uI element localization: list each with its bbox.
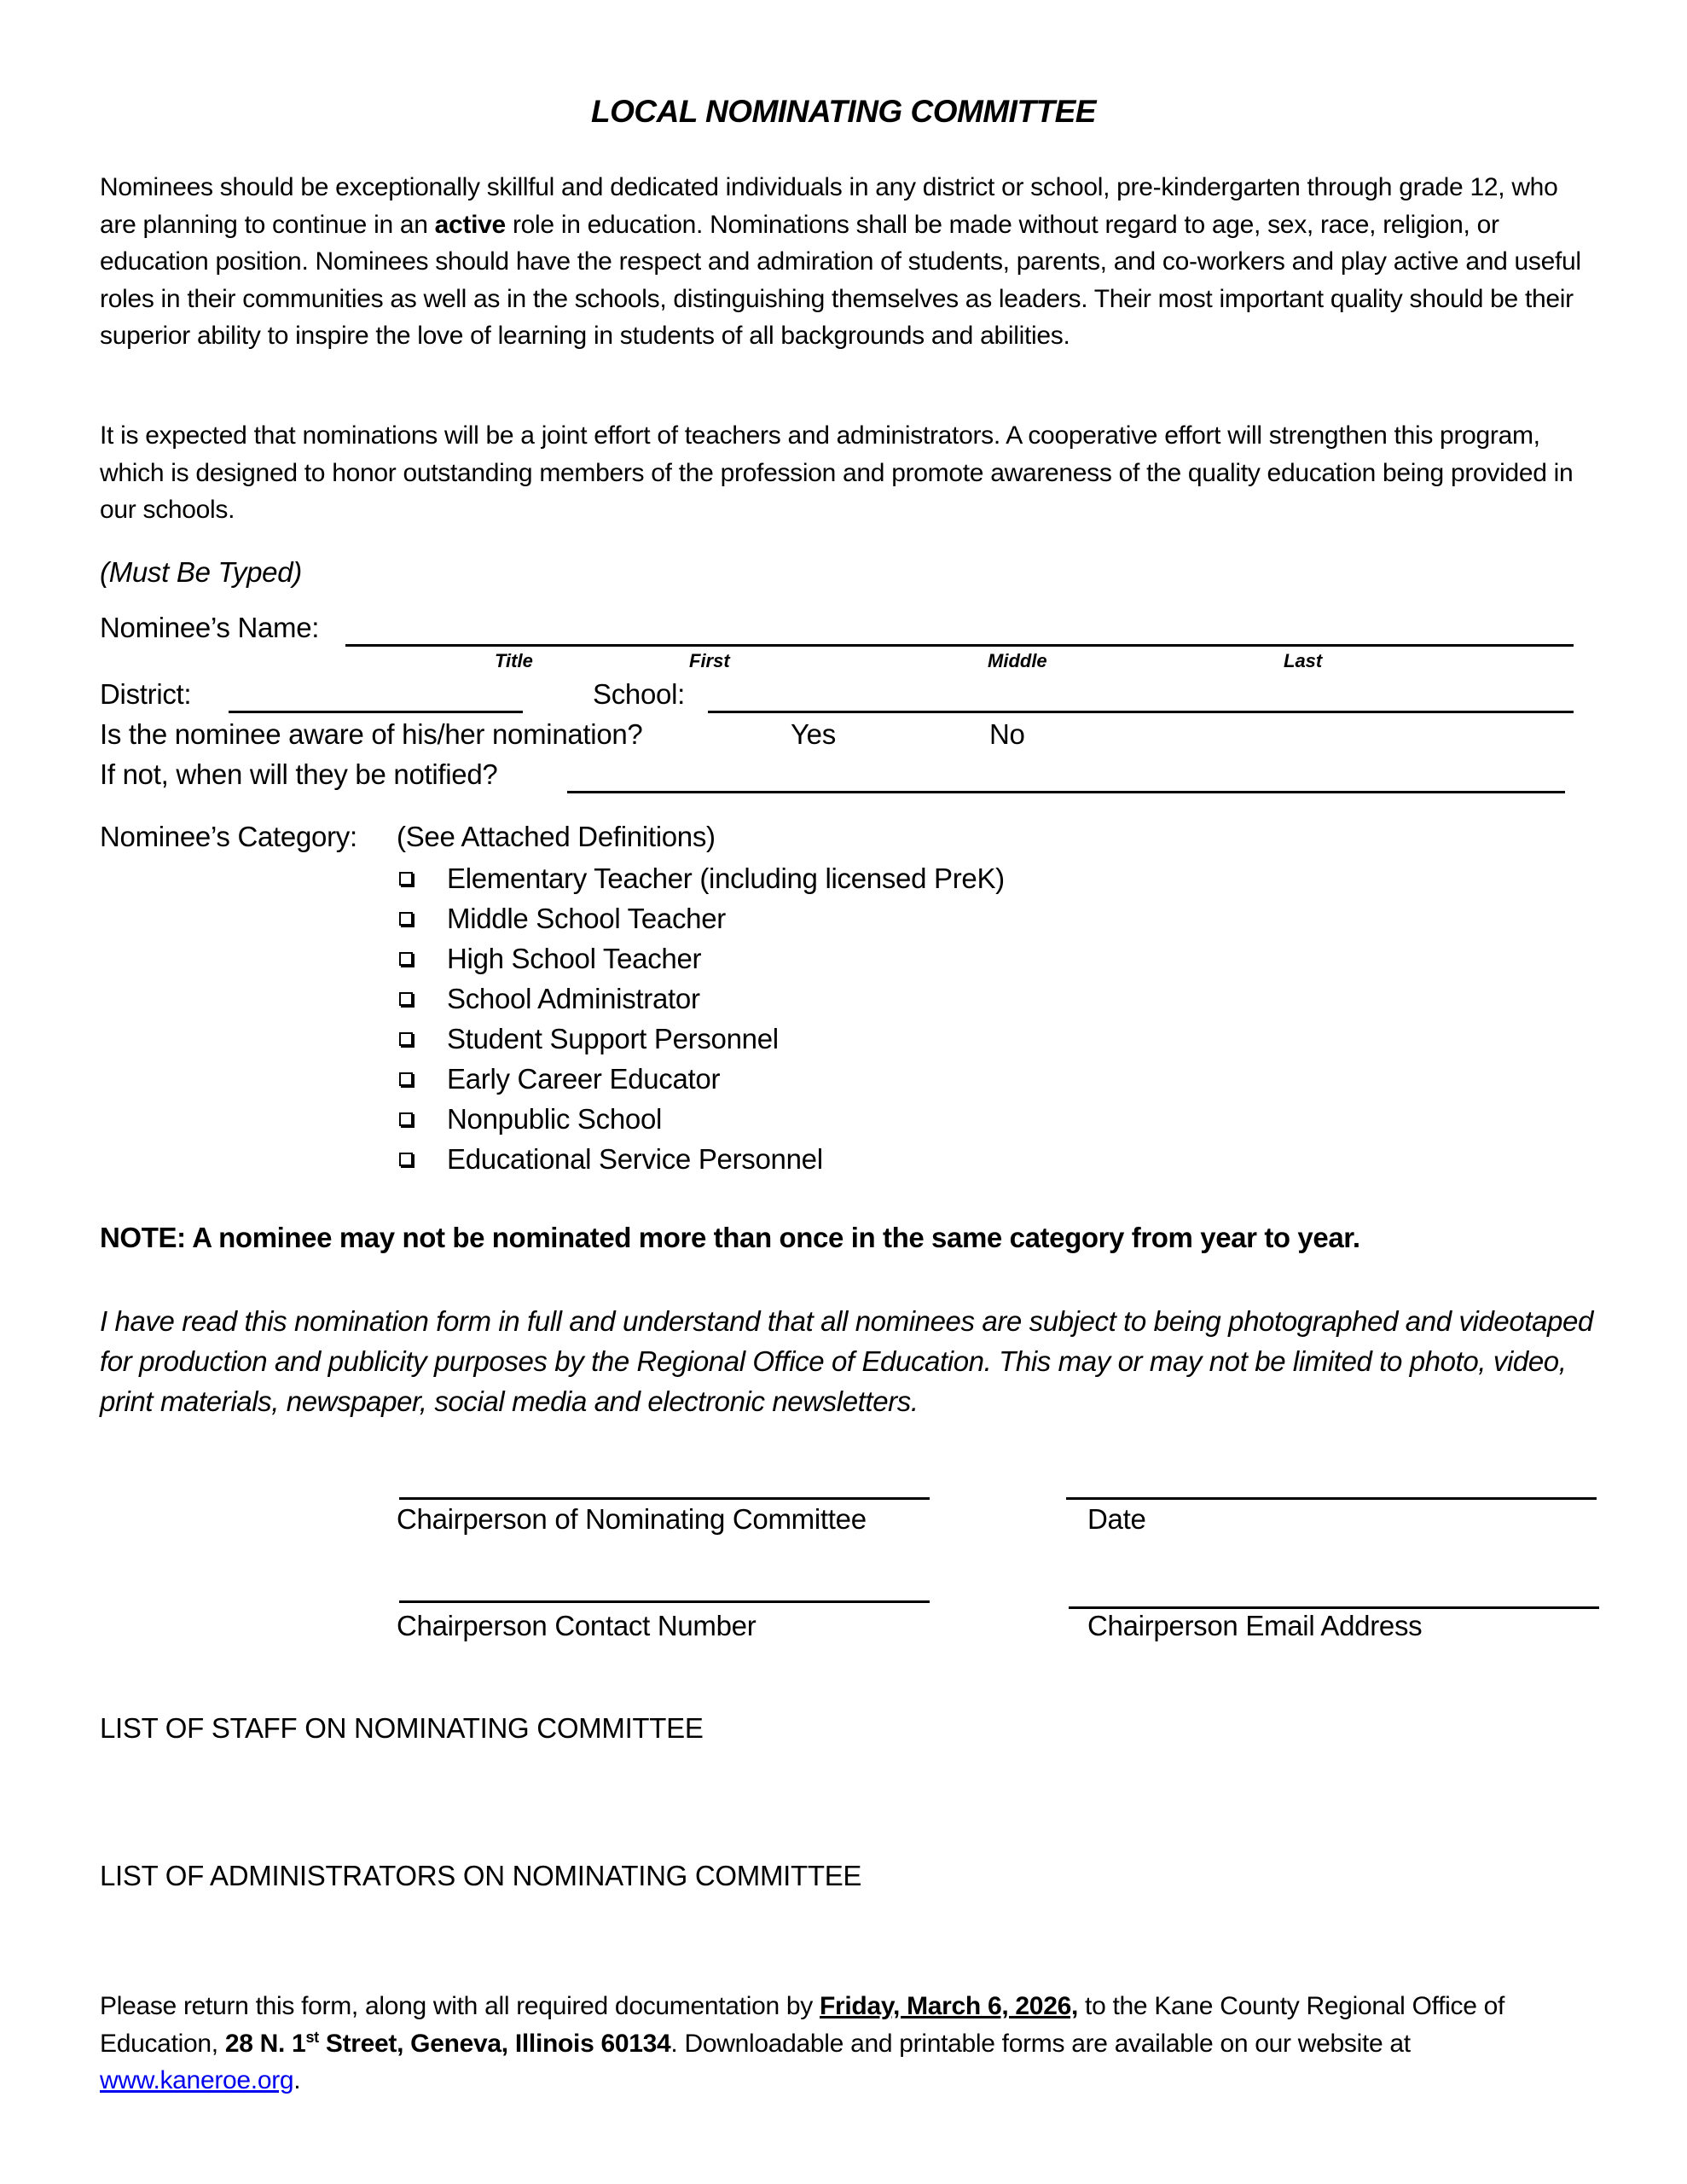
email-label: Chairperson Email Address bbox=[1087, 1610, 1423, 1641]
date-label: Date bbox=[1087, 1503, 1146, 1535]
school-label: School: bbox=[593, 678, 685, 710]
name-part-first: First bbox=[689, 650, 730, 671]
district-label: District: bbox=[100, 678, 192, 710]
category-option-elementary[interactable]: Elementary Teacher (including licensed PreK) bbox=[399, 860, 1005, 897]
category-option-educational-service[interactable]: Educational Service Personnel bbox=[399, 1141, 823, 1178]
email-field[interactable] bbox=[1069, 1606, 1599, 1609]
consent-statement: I have read this nomination form in full and understand that all nominees are subject to being photographed and videotaped for production and publicity purposes by the Regional Office of Education. This may or may not be limited to photo, video, print materials, newspaper, social media and electronic newsletters. bbox=[100, 1305, 1593, 1417]
nominee-name-field[interactable] bbox=[345, 644, 1574, 647]
nominee-name-label: Nominee’s Name: bbox=[100, 612, 320, 643]
office-address: 28 N. 1st Street, Geneva, Illinois 60134 bbox=[224, 2028, 671, 2058]
school-field[interactable] bbox=[708, 711, 1574, 713]
checkbox-icon[interactable] bbox=[399, 1112, 413, 1126]
category-option-nonpublic[interactable]: Nonpublic School bbox=[399, 1101, 662, 1138]
aware-no-option[interactable]: No bbox=[989, 718, 1025, 750]
checkbox-icon[interactable] bbox=[399, 1032, 413, 1046]
checkbox-icon[interactable] bbox=[399, 912, 413, 926]
checkbox-icon[interactable] bbox=[399, 1072, 413, 1086]
administrators-list-heading: LIST OF ADMINISTRATORS ON NOMINATING COMMITTEE bbox=[100, 1860, 862, 1891]
staff-list-heading: LIST OF STAFF ON NOMINATING COMMITTEE bbox=[100, 1712, 704, 1744]
category-option-early-career[interactable]: Early Career Educator bbox=[399, 1060, 720, 1098]
checkbox-icon[interactable] bbox=[399, 872, 413, 886]
category-hint: (See Attached Definitions) bbox=[397, 821, 716, 852]
category-option-middle-school[interactable]: Middle School Teacher bbox=[399, 900, 726, 938]
notify-date-field[interactable] bbox=[567, 791, 1565, 793]
emphasis-active: active bbox=[434, 210, 506, 239]
deadline-date: Friday, March 6, 2026, bbox=[820, 1992, 1078, 2020]
name-part-last: Last bbox=[1284, 650, 1323, 671]
intro-paragraph-2: It is expected that nominations will be a joint effort of teachers and administrators. A cooperative effort will strengthen this program, which is designed to honor outstanding members of the profession and promote awareness of the quality education being provided in our schools. bbox=[100, 421, 1574, 524]
district-field[interactable] bbox=[229, 711, 523, 713]
must-be-typed-note: (Must Be Typed) bbox=[100, 556, 302, 588]
notify-question: If not, when will they be notified? bbox=[100, 758, 498, 790]
category-option-administrator[interactable]: School Administrator bbox=[399, 980, 700, 1018]
aware-question: Is the nominee aware of his/her nomination? bbox=[100, 718, 643, 750]
checkbox-icon[interactable] bbox=[399, 992, 413, 1006]
chairperson-signature-label: Chairperson of Nominating Committee bbox=[397, 1503, 867, 1535]
website-link[interactable]: www.kaneroe.org bbox=[100, 2066, 294, 2094]
name-part-title: Title bbox=[495, 650, 533, 671]
category-label: Nominee’s Category: bbox=[100, 821, 357, 852]
name-part-middle: Middle bbox=[988, 650, 1047, 671]
checkbox-icon[interactable] bbox=[399, 1153, 413, 1166]
category-option-high-school[interactable]: High School Teacher bbox=[399, 940, 701, 978]
aware-yes-option[interactable]: Yes bbox=[791, 718, 836, 750]
contact-number-label: Chairperson Contact Number bbox=[397, 1610, 757, 1641]
checkbox-icon[interactable] bbox=[399, 952, 413, 966]
contact-number-field[interactable] bbox=[399, 1600, 930, 1603]
intro-paragraph-1: Nominees should be exceptionally skillful and dedicated individuals in any district or school, pre-kindergarten through grade 12, who are planning to continue in an active role in education. Nominations shall be made without regard to age, sex, race, religion, or education position. Nominees should have the respect and admiration of students, parents, and co-workers and play active and useful roles in their communities as well as in the schools, distinguishing themselves as leaders. Their most important quality should be their superior ability to inspire the love of learning in students of all backgrounds and abilities. bbox=[100, 173, 1581, 350]
nomination-note: NOTE: A nominee may not be nominated more than once in the same category from year to year. bbox=[100, 1222, 1360, 1253]
page-title: LOCAL NOMINATING COMMITTEE bbox=[591, 94, 1096, 129]
return-instructions: Please return this form, along with all required documentation by Friday, March 6, 2026, to the Kane County Regional Office of Education, 28 N. 1st Street, Geneva, Illinois 60134. Downloadable and printable forms are available on our website at www.kaneroe.org. bbox=[100, 1992, 1505, 2094]
chairperson-signature-field[interactable] bbox=[399, 1497, 930, 1500]
category-option-student-support[interactable]: Student Support Personnel bbox=[399, 1020, 779, 1058]
date-field[interactable] bbox=[1066, 1497, 1597, 1500]
